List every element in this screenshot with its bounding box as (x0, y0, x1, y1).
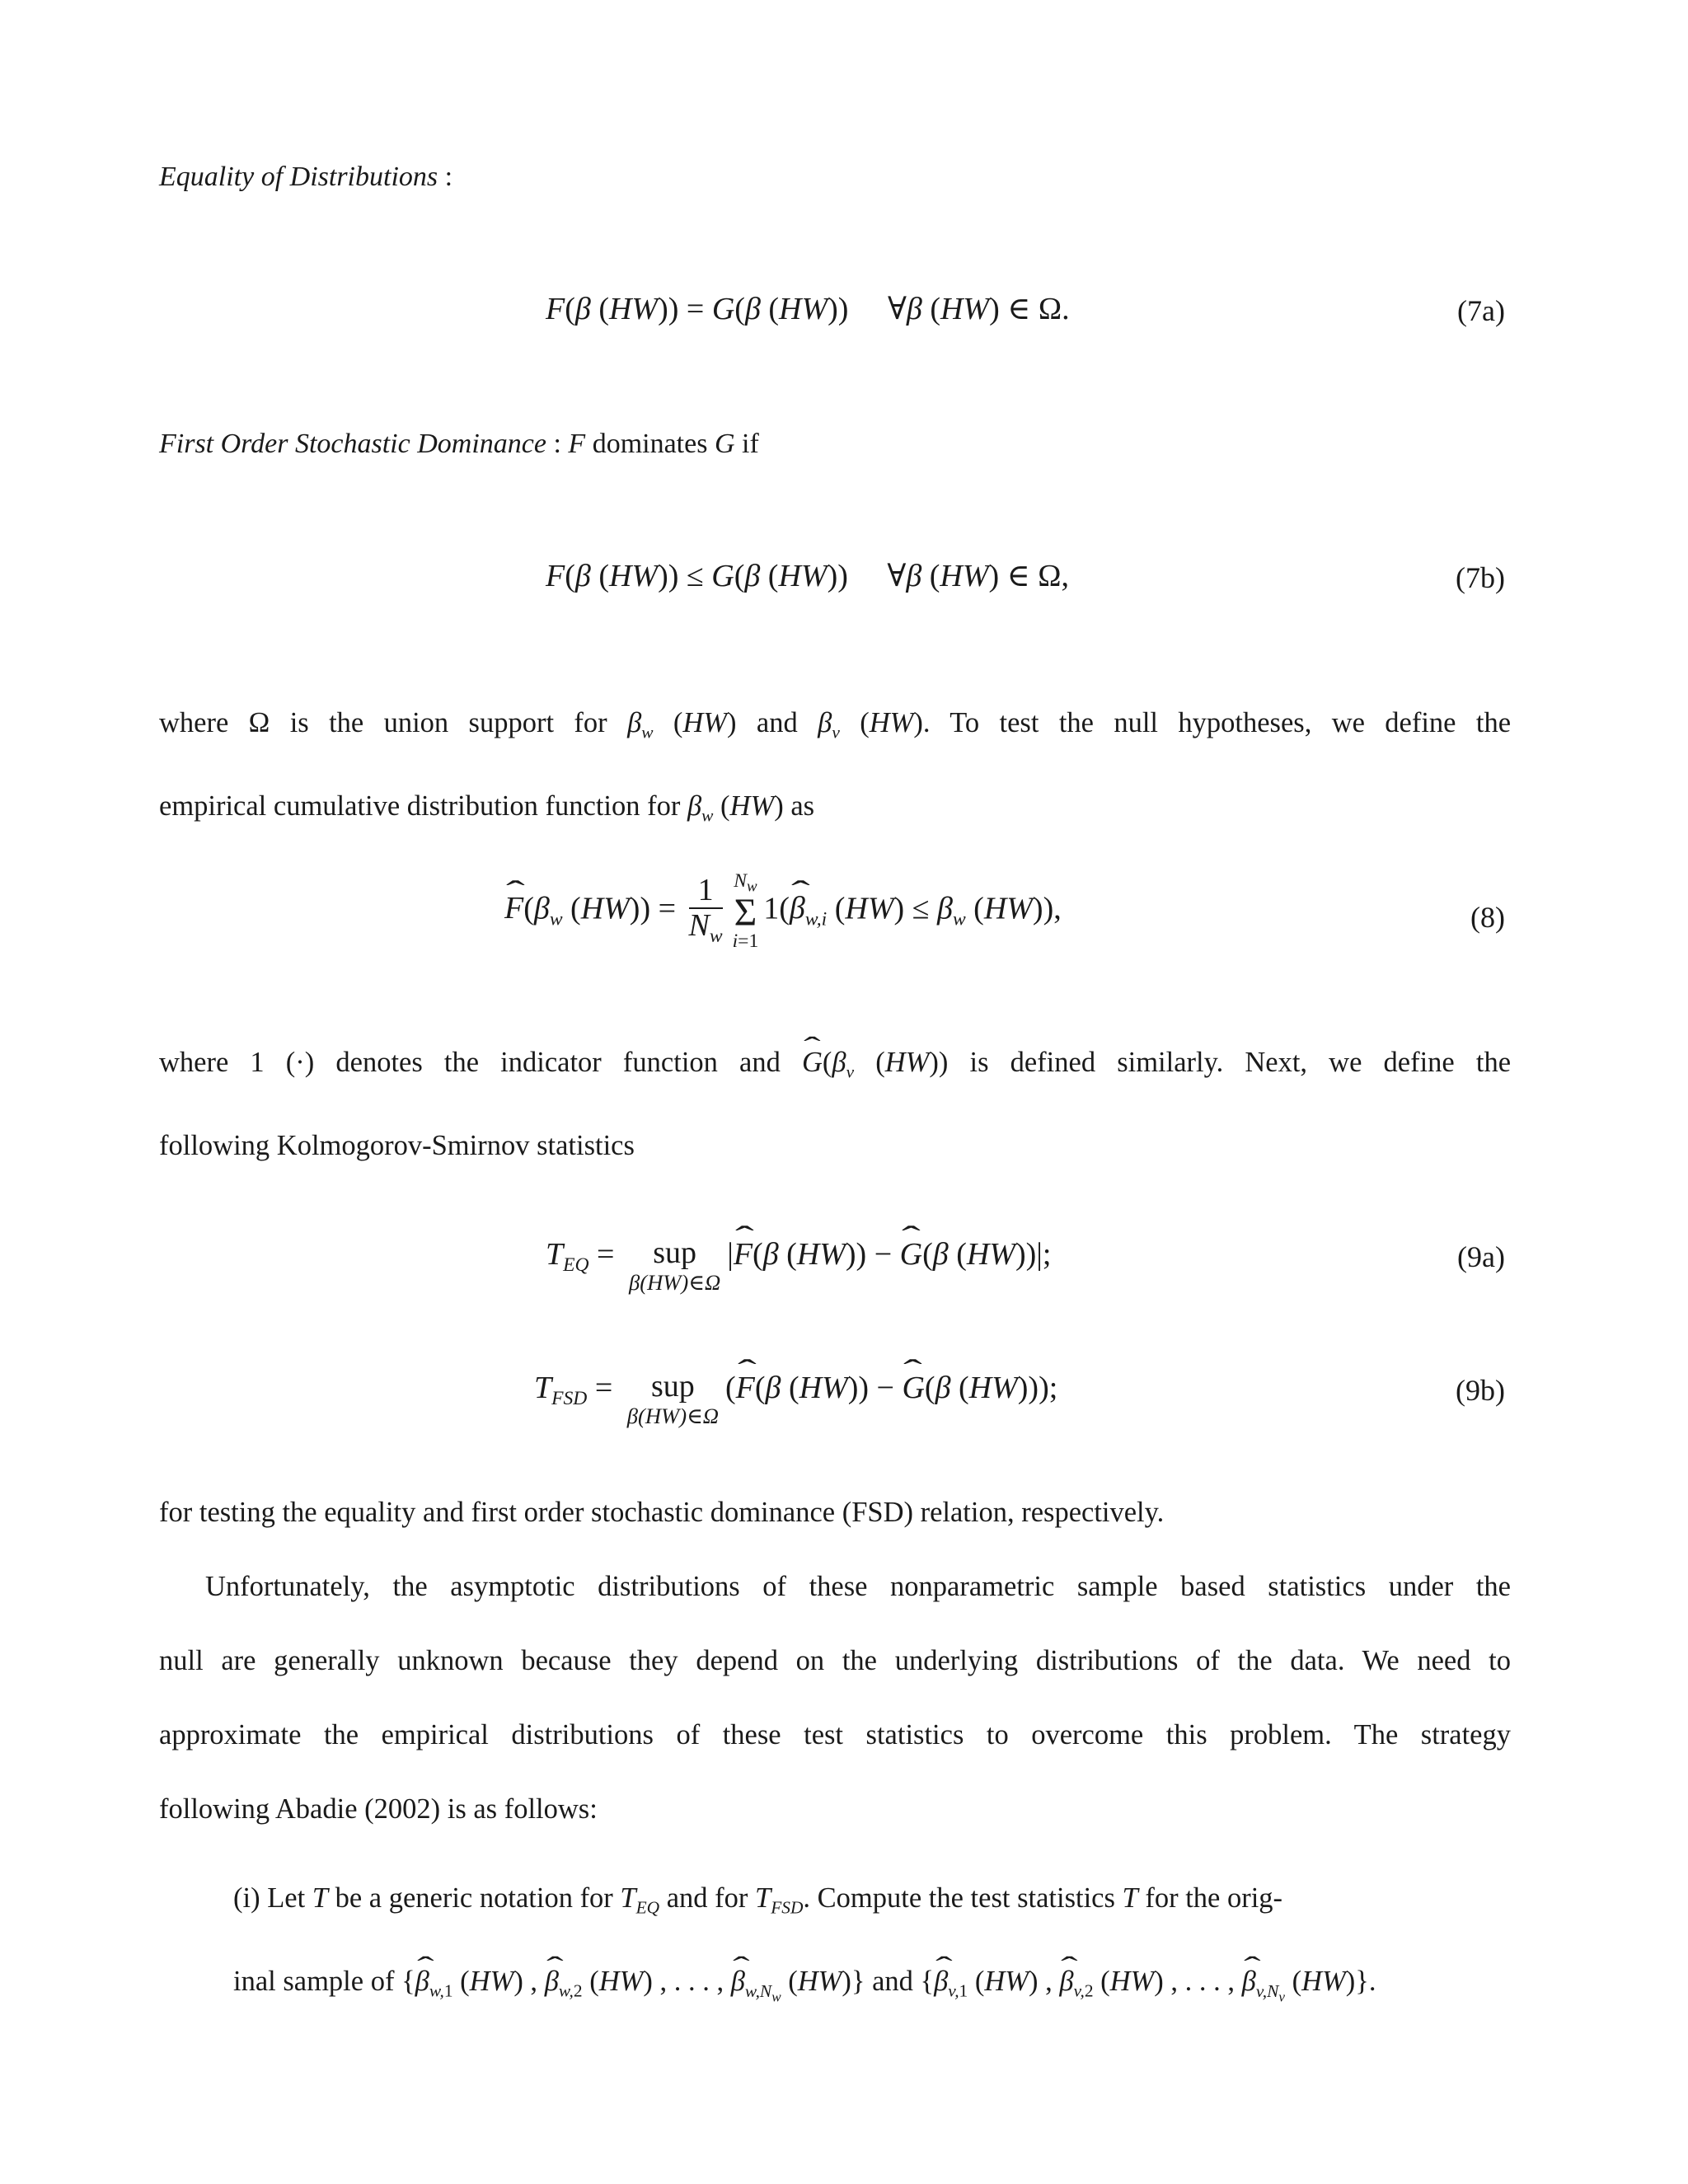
paragraph-line: following Abadie (2002) is as follows: (159, 1793, 598, 1825)
heading-label: First Order Stochastic Dominance (159, 429, 546, 459)
paragraph-line: Unfortunately, the asymptotic distributions of these nonparametric sample based statistics under the (205, 1571, 1511, 1602)
fraction: $\frac{1}{N_w}$ (688, 873, 723, 948)
paragraph-line: for testing the equality and first order stochastic dominance (FSD) relation, respectively. (159, 1497, 1165, 1528)
heading-first-order-stochastic-dominance: First Order Stochastic Dominance : F dominates G if (159, 429, 759, 459)
equation-number-7b: (7b) (1456, 561, 1505, 594)
heading-dominates: dominates (592, 429, 708, 459)
equation-number-9b: (9b) (1456, 1374, 1505, 1407)
heading-colon: : (444, 162, 453, 192)
paragraph-fsd-relation (159, 1475, 1511, 1549)
paragraph-line: approximate the empirical distributions of these test statistics to overcome this problem. The strategy (159, 1719, 1511, 1750)
list-item-i (233, 1861, 1597, 2034)
equation-8: ˆ $F(\beta_w$ (HW)) = $\frac{1}{N_w}$ $N_w$ Σ i=1 1(ˆ $\beta_{w,i}$ $(HW) \le \beta_w$ (HW)), (504, 872, 1062, 950)
equation-number-9a: (9a) (1457, 1240, 1505, 1273)
list-item-line: inal sample of {ˆ $\beta_{w,1}$ (HW) , ˆ $\beta_{w,2}$ (HW) , . . . , ˆ $\beta_{w,N_w}$ (HW)} and {ˆ $\beta_{v,1}$ (HW) , ˆ $\beta_{v,2}$ (HW) , . . . , ˆ $\beta_{v,N_v}$ (HW)}. (233, 1944, 1597, 2034)
paragraph-line: where 1 (·) denotes the indicator function and ˆ $G(\beta_v$ (HW)) is defined similarly. Next, we define the (159, 1025, 1511, 1108)
heading-if: if (742, 429, 759, 459)
paragraph-line: where Ω is the union support for $\beta_w$ (HW) and $\beta_v$ (HW). To test the null hypotheses, we define the (159, 707, 1512, 743)
equation-9b: $T_{FSD}$ = sup β(HW)∈Ω (ˆ F(β (HW)) − ˆ G(β (HW))); (534, 1370, 1057, 1428)
equation-9a: $T_{EQ}$ = sup β(HW)∈Ω |ˆ F(β (HW)) − ˆ G(β (HW))|; (546, 1236, 1051, 1295)
sup-operator: sup β(HW)∈Ω (628, 1235, 721, 1295)
paragraph-line: null are generally unknown because they depend on the underlying distributions of the data. We need to (159, 1645, 1511, 1676)
equation-number-7a: (7a) (1457, 294, 1505, 327)
paragraph-union-support (159, 686, 1511, 853)
equation-7a: F(β (HW)) = G(β (HW)) ∀β (HW) ∈ Ω. (546, 292, 1070, 326)
sup-operator: sup β(HW)∈Ω (626, 1369, 719, 1428)
equation-number-8: (8) (1470, 901, 1505, 934)
heading-label: Equality of Distributions (159, 162, 438, 192)
paragraph-indicator-function (159, 1025, 1511, 1183)
paragraph-line: empirical cumulative distribution function for $\beta_w$ (HW) as (159, 790, 815, 826)
equation-7b: F(β (HW)) ≤ G(β (HW)) ∀β (HW) ∈ Ω, (546, 559, 1070, 593)
paragraph-line: following Kolmogorov-Smirnov statistics (159, 1130, 635, 1162)
summation: $N_w$ Σ i=1 (732, 870, 759, 952)
list-item-line: (i) Let T be a generic notation for $T_{EQ}$ and for $T_{FSD}$. Compute the test statistics T for the orig- (233, 1882, 1283, 1918)
heading-colon: : (553, 429, 561, 459)
heading-equality-of-distributions (159, 163, 452, 191)
paragraph-asymptotic-distributions (159, 1549, 1511, 1846)
